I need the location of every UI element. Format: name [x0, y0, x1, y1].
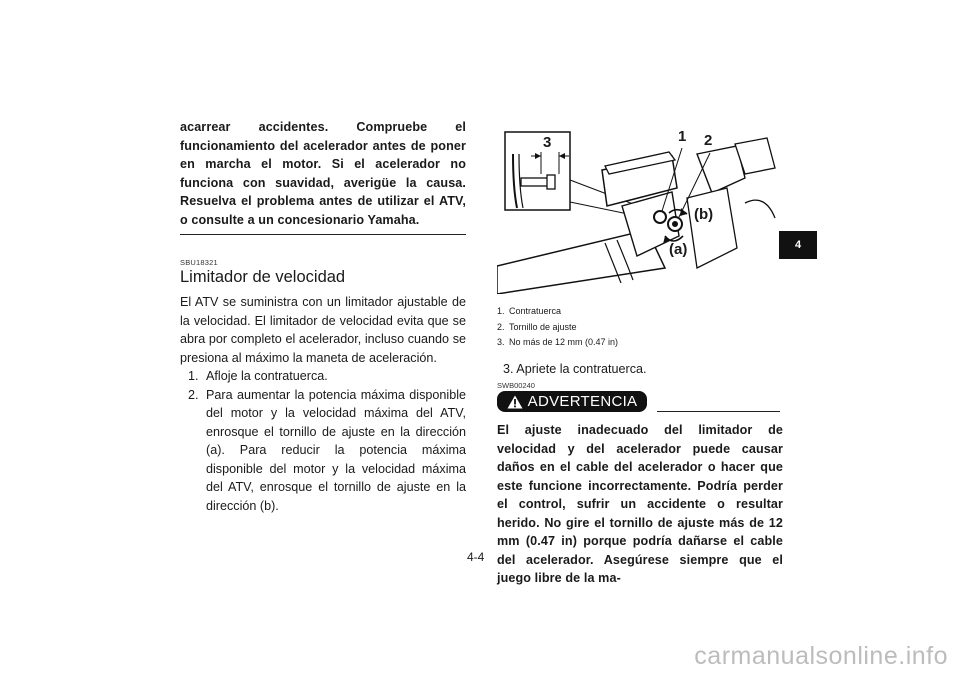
- warning-triangle-icon: [507, 395, 523, 409]
- step-item: [180, 367, 466, 386]
- inset-locknut: [547, 175, 555, 189]
- locknut-drawing: [654, 211, 666, 223]
- caption-text: Contratuerca: [509, 306, 562, 316]
- warning-badge: [497, 391, 647, 412]
- speed-limiter-illustration: [497, 118, 778, 294]
- caption-text: Tornillo de ajuste: [509, 321, 577, 332]
- section-intro: El ATV se suministra con un limitador ajustable de la velocidad. El limitador de velocidad evita que se abra por completo el acelerador, incluso cuando se presiona al máximo la maneta de aceleración.: [180, 295, 466, 365]
- figure-label-1: 1: [678, 128, 687, 145]
- caption-item: [497, 320, 783, 336]
- section-code: SBU18321: [180, 258, 218, 267]
- chapter-tab: 4: [779, 231, 817, 259]
- step-number: 1.: [188, 369, 199, 383]
- step-list: [180, 367, 466, 515]
- lever-bracket: [687, 188, 737, 268]
- step-text: Afloje la contratuerca.: [206, 369, 328, 383]
- right-column: [497, 118, 783, 588]
- step-item: [180, 386, 466, 516]
- warning-continuation: acarrear accidentes. Compruebe el funcionamiento del acelerador antes de poner en marcha el motor. Si el acelerador no funciona con suavidad, averigüe la causa. Resuelva el problema antes de utilizar el ATV, o consulte a un concesionario Yamaha.: [180, 120, 466, 227]
- figure-captions: [497, 304, 783, 351]
- figure-label-b: (b): [694, 206, 714, 223]
- warning-end-rule: [180, 234, 466, 235]
- warning-header: [497, 381, 783, 421]
- caption-item: [497, 335, 783, 351]
- site-watermark: carmanualsonline.info: [694, 642, 948, 670]
- page-number: 4-4: [467, 550, 485, 564]
- warning-code: SWB00240: [497, 381, 535, 390]
- warning-header-rule: [657, 411, 780, 412]
- handlebar-drawing: [497, 118, 778, 294]
- figure-label-3: 3: [543, 134, 552, 151]
- caption-text: No más de 12 mm (0.47 in): [509, 337, 619, 347]
- step-number: 2.: [188, 387, 199, 402]
- warning-label: ADVERTENCIA: [527, 393, 638, 410]
- figure-label-2: 2: [704, 132, 713, 149]
- caption-number: 1.: [497, 306, 505, 316]
- left-column: [180, 118, 466, 515]
- caption-number: 3.: [497, 337, 505, 347]
- step-text: Para aumentar la potencia máxima disponible del motor y la velocidad máxima del ATV, enrosque el tornillo de ajuste en la dirección (a). Para reducir la potencia máxima disponible del motor y la velocidad máxima del ATV, enrosque el tornillo de ajuste en la dirección (b).: [206, 387, 466, 513]
- section-title: Limitador de velocidad: [180, 268, 346, 286]
- adjuster-screw-center: [672, 221, 678, 227]
- warning-text: El ajuste inadecuado del limitador de velocidad y del acelerador puede causar daños en el cable del acelerador o hacer que este funcione incorrectamente. Podría perder el control, sufrir un accidente o resultar herido. No gire el tornillo de ajuste más de 12 mm (0.47 in) porque podría dañarse el cable del acelerador. Asegúrese siempre que el juego libre de la ma-: [497, 423, 783, 585]
- handlebar-right: [745, 200, 775, 218]
- figure-label-a: (a): [669, 241, 688, 258]
- caption-item: [497, 304, 783, 320]
- caption-number: 2.: [497, 321, 505, 332]
- step-3: 3. Apriete la contratuerca.: [503, 361, 647, 376]
